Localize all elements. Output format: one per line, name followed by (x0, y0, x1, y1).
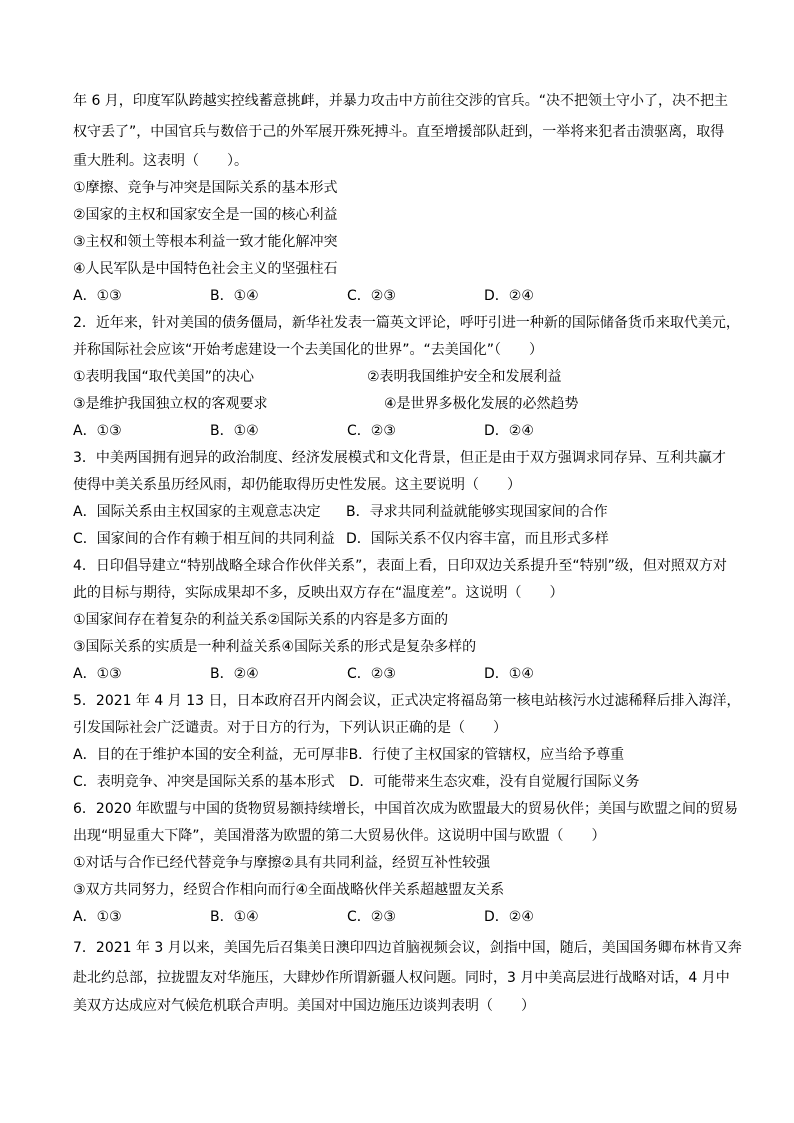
statement: ④人民军队是中国特色社会主义的坚强柱石 (73, 261, 338, 277)
option-a: A．①③ (73, 423, 122, 439)
statement: ③是维护我国独立权的客观要求 (73, 396, 268, 412)
option-b: B．①④ (210, 909, 259, 925)
option-row: C．表明竞争、冲突是国际关系的基本形式 D．可能带来生态灾难，没有自觉履行国际义务 (73, 774, 640, 790)
question-text-line: 3．中美两国拥有迥异的政治制度、经济发展模式和文化背景，但正是由于双方强调求同存异、互利共赢才 (73, 450, 726, 466)
option-row: A．目的在于维护本国的安全利益，无可厚非B．行使了主权国家的管辖权，应当给予尊重 (73, 747, 625, 763)
statement: ①摩擦、竞争与冲突是国际关系的基本形式 (73, 180, 338, 196)
statement: ②国家的主权和国家安全是一国的核心利益 (73, 207, 338, 223)
statement: ③双方共同努力，经贸合作相向而行④全面战略伙伴关系超越盟友关系 (73, 882, 505, 898)
option-d: D．②④ (484, 288, 534, 304)
option-c: C．②③ (347, 288, 396, 304)
option-c: C．②③ (347, 909, 396, 925)
statement: ③国际关系的实质是一种利益关系④国际关系的形式是复杂多样的 (73, 639, 477, 655)
statement: ②表明我国维护安全和发展利益 (367, 369, 562, 385)
question-text-line: 出现“明显重大下降”，美国滑落为欧盟的第二大贸易伙伴。这说明中国与欧盟（ ） (73, 828, 606, 844)
question-text-line: 引发国际社会广泛谴责。对于日方的行为，下列认识正确的是（ ） (73, 720, 507, 736)
option-c: C．国家间的合作有赖于相互间的共同利益 (73, 531, 335, 547)
question-text-line: 赴北约总部，拉拢盟友对华施压，大肆炒作所谓新疆人权问题。同时，3 月中美高层进行战略对话，4 月中 (73, 970, 730, 986)
question-text-line: 权守丢了”，中国官兵与数倍于己的外军展开殊死搏斗。直至增援部队赶到，一举将来犯者击溃驱离，取得 (73, 124, 725, 140)
question-text-line: 并称国际社会应该“开始考虑建设一个去美国化的世界”。“去美国化”（ ） (73, 342, 544, 358)
statement: ①国家间存在着复杂的利益关系②国际关系的内容是多方面的 (73, 612, 449, 628)
option-b: B．①④ (210, 288, 259, 304)
question-text-line: 2．近年来，针对美国的债务僵局，新华社发表一篇英文评论，呼吁引进一种新的国际储备货币来取代美元， (73, 315, 740, 331)
option-a: A．①③ (73, 666, 122, 682)
option-c: C．②③ (347, 423, 396, 439)
option-b: B．①④ (210, 423, 259, 439)
option-b: B．寻求共同利益就能够实现国家间的合作 (346, 504, 608, 520)
question-text-line: 此的目标与期待，实际成果却不多，反映出双方存在“温度差”。这说明（ ） (73, 585, 564, 601)
option-d: D．①④ (484, 666, 534, 682)
question-text-line: 4．日印倡导建立“特别战略全球合作伙伴关系”，表面上看，日印双边关系提升至“特别”级，但对照双方对 (73, 558, 727, 574)
option-d: D．②④ (484, 423, 534, 439)
question-text-line: 美双方达成应对气候危机联合声明。美国对中国边施压边谈判表明（ ） (73, 998, 535, 1014)
question-text-line: 6．2020 年欧盟与中国的货物贸易额持续增长，中国首次成为欧盟最大的贸易伙伴；美国与欧盟之间的贸易 (73, 801, 738, 817)
option-a: A．①③ (73, 288, 122, 304)
option-d: D．国际关系不仅内容丰富，而且形式多样 (346, 531, 609, 547)
statement: ④是世界多极化发展的必然趋势 (384, 396, 579, 412)
question-text-line: 使得中美关系虽历经风雨，却仍能取得历史性发展。这主要说明（ ） (73, 477, 521, 493)
option-a: A．①③ (73, 909, 122, 925)
statement: ①对话与合作已经代替竞争与摩擦②具有共同利益，经贸互补性较强 (73, 855, 491, 871)
question-text-line: 年 6 月，印度军队跨越实控线蓄意挑衅，并暴力攻击中方前往交涉的官兵。“决不把领土守小了，决不把主 (73, 93, 729, 109)
option-c: C．②③ (347, 666, 396, 682)
statement: ①表明我国“取代美国”的决心 (73, 369, 255, 385)
option-a: A．国际关系由主权国家的主观意志决定 (73, 504, 321, 520)
question-text-line: 5．2021 年 4 月 13 日，日本政府召开内阁会议，正式决定将福岛第一核电站核污水过滤稀释后排入海洋， (73, 693, 741, 709)
option-b: B．②④ (210, 666, 259, 682)
question-text-line: 重大胜利。这表明（ ）。 (73, 153, 248, 169)
option-d: D．②④ (484, 909, 534, 925)
question-text-line: 7．2021 年 3 月以来，美国先后召集美日澳印四边首脑视频会议，剑指中国，随后，美国国务卿布林肯又奔 (73, 940, 742, 956)
statement: ③主权和领土等根本利益一致才能化解冲突 (73, 234, 338, 250)
